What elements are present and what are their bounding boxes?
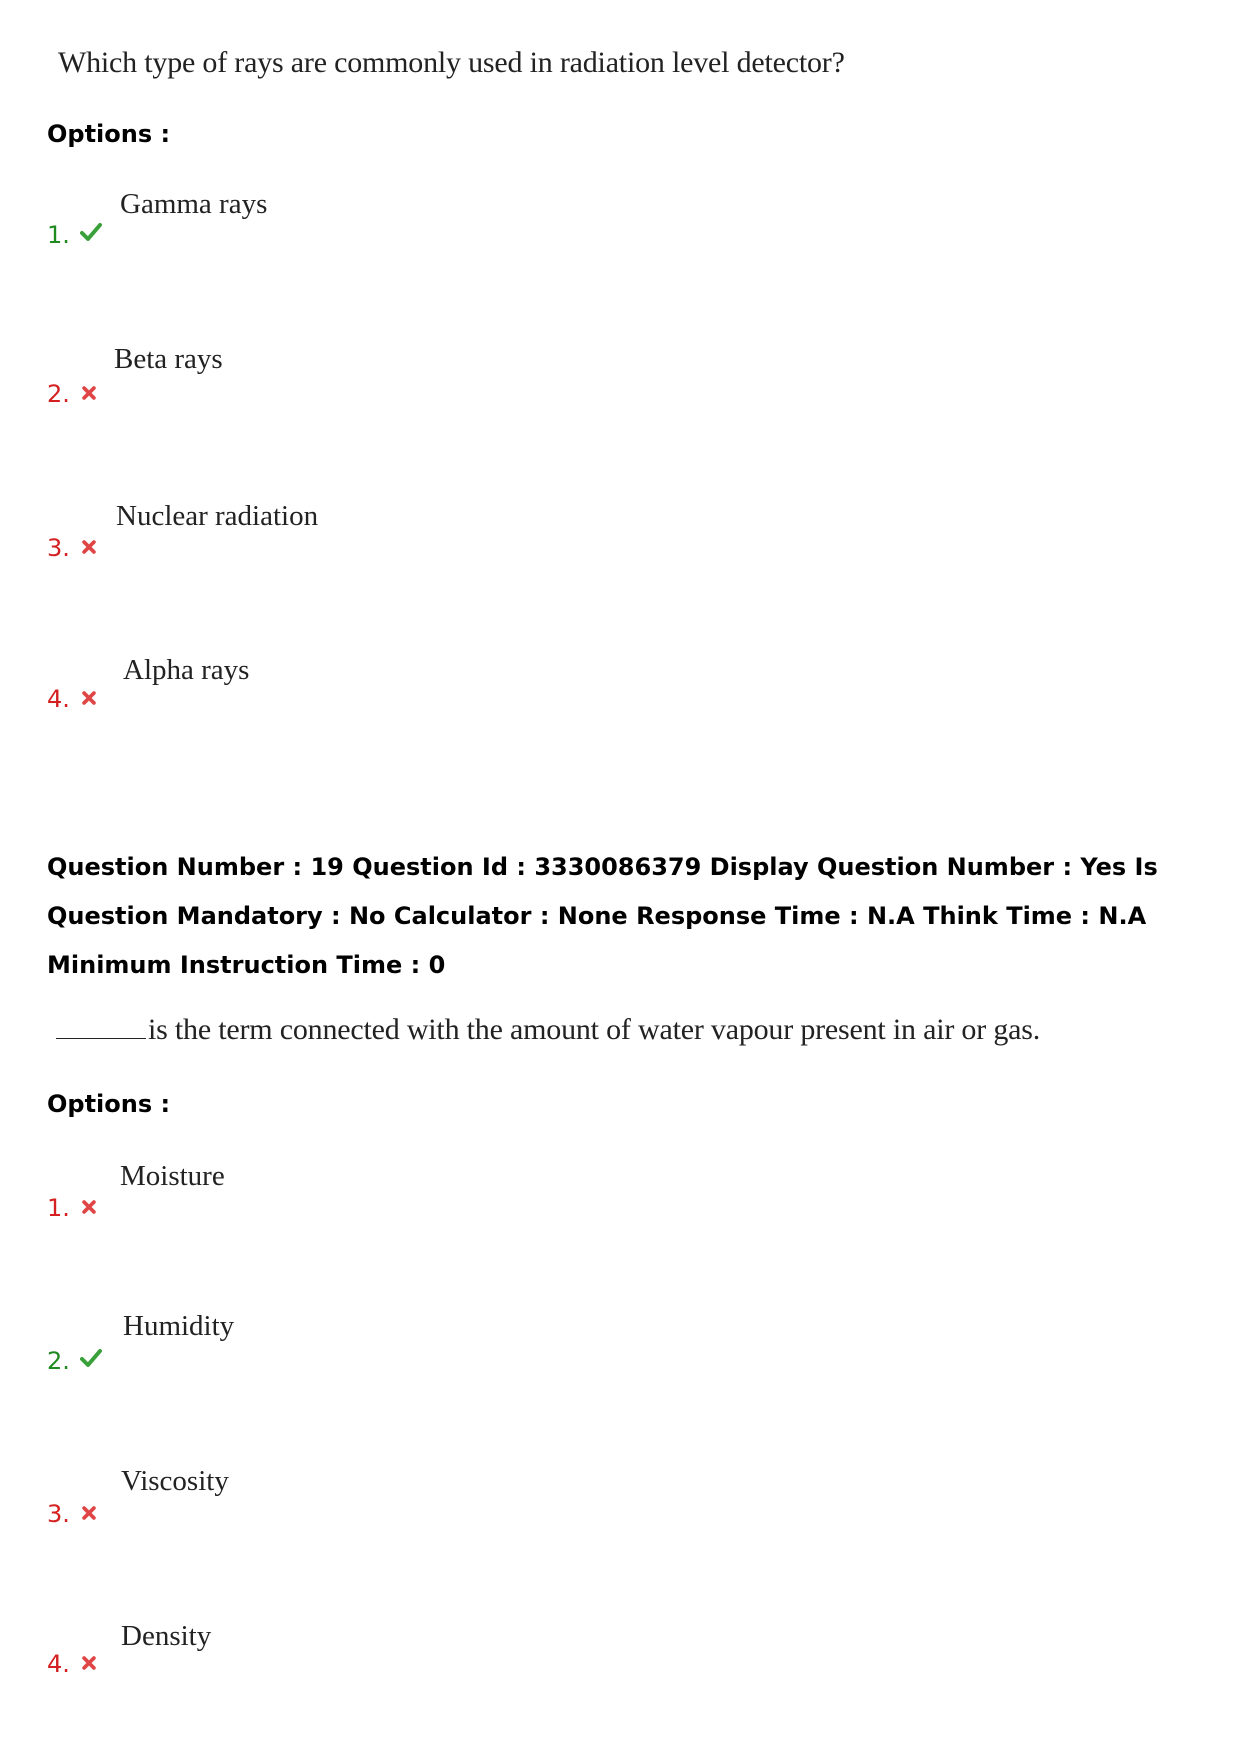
question-2-option-2-text: Humidity	[123, 1310, 235, 1342]
question-2-option-4-text: Density	[121, 1620, 212, 1652]
cross-icon	[80, 380, 102, 402]
question-1-option-2-marker	[47, 380, 102, 408]
option-number: 2.	[47, 380, 70, 408]
cross-icon	[80, 1194, 102, 1216]
option-number: 3.	[47, 1500, 70, 1528]
option-number: 1.	[47, 221, 70, 249]
question-1-option-3-marker	[47, 534, 102, 562]
question-1-option-3-text: Nuclear radiation	[116, 500, 319, 532]
check-icon	[80, 1347, 102, 1369]
answer-blank	[56, 1012, 146, 1039]
question-1-option-2-text: Beta rays	[114, 343, 223, 375]
question-2-option-1-marker	[47, 1194, 102, 1222]
cross-icon	[80, 534, 102, 556]
question-1-options-label: Options :	[47, 120, 171, 148]
question-1-option-1-marker	[47, 221, 102, 249]
question-1-option-1-text: Gamma rays	[120, 188, 268, 220]
question-2-text: is the term connected with the amount of water vapour present in air or gas.	[148, 1013, 1041, 1046]
check-icon	[80, 221, 102, 243]
option-number: 4.	[47, 1650, 70, 1678]
question-2-option-3-text: Viscosity	[121, 1465, 229, 1497]
option-number: 3.	[47, 534, 70, 562]
cross-icon	[80, 1650, 102, 1672]
option-number: 1.	[47, 1194, 70, 1222]
question-2-options-label: Options :	[47, 1090, 171, 1118]
option-number: 2.	[47, 1347, 70, 1375]
question-2-text-line	[56, 1012, 1040, 1047]
question-2-option-1-text: Moisture	[120, 1160, 225, 1192]
question-2-meta: Question Number : 19 Question Id : 3330086379 Display Question Number : Yes Is Question Mandatory : No Calculator : None Response Time : N.A Think Time : N.A Minimum Instruction Time : 0	[47, 853, 1158, 979]
cross-icon	[80, 685, 102, 707]
question-1-option-4-text: Alpha rays	[123, 654, 250, 686]
option-number: 4.	[47, 685, 70, 713]
question-2-option-2-marker	[47, 1347, 102, 1375]
cross-icon	[80, 1500, 102, 1522]
question-2-option-3-marker	[47, 1500, 102, 1528]
question-1-text: Which type of rays are commonly used in radiation level detector?	[58, 46, 845, 79]
question-1-option-4-marker	[47, 685, 102, 713]
question-2-option-4-marker	[47, 1650, 102, 1678]
